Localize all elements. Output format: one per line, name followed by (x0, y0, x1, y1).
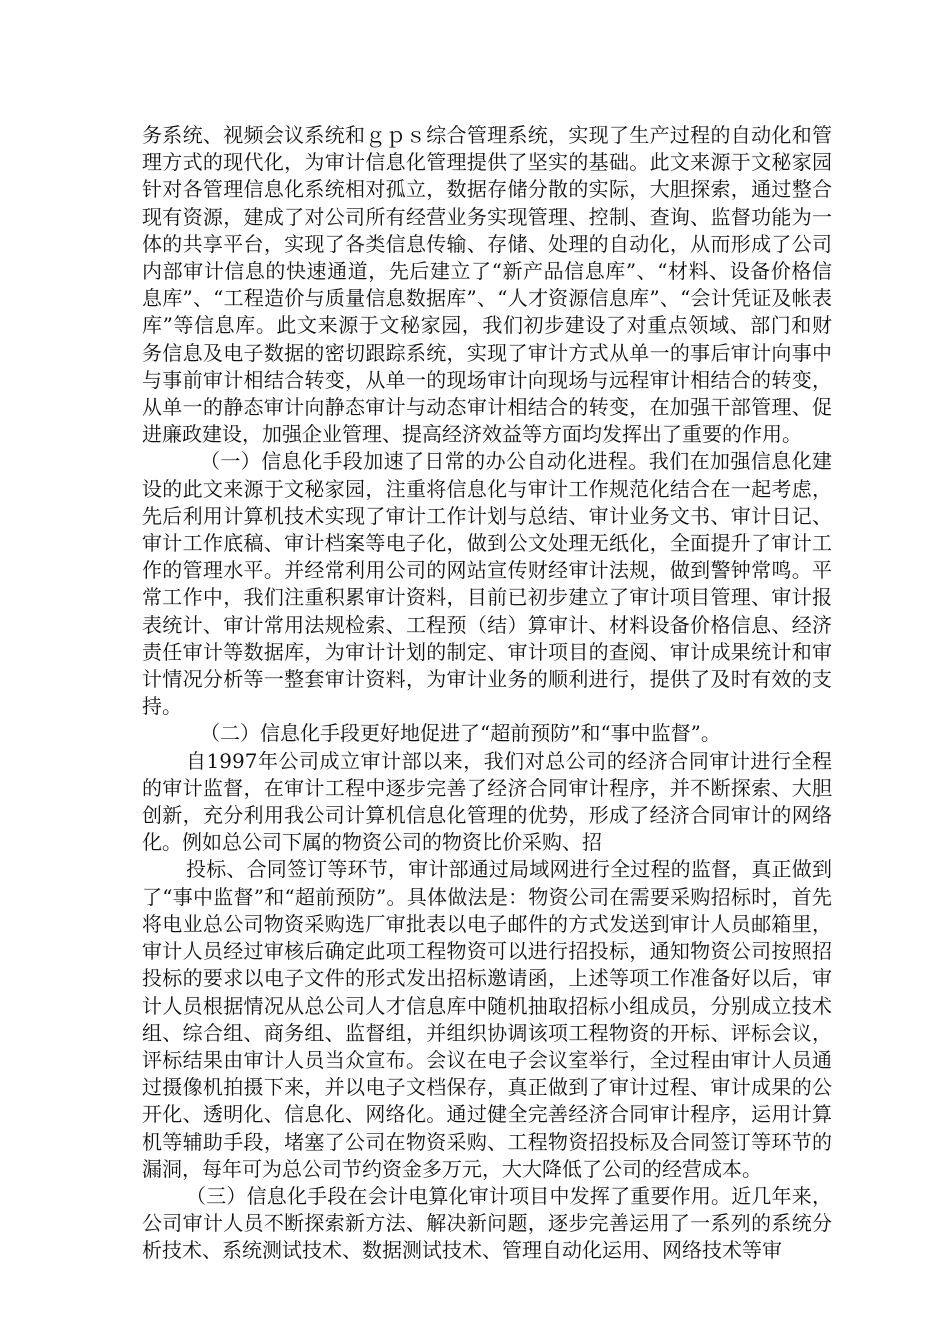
paragraph-bidding-process: 投标、合同签订等环节，审计部通过局域网进行全过程的监督，真正做到了“事中监督”和“超前预防”。具体做法是：物资公司在需要采购招标时，首先将电业总公司物资采购选厂审批表以电子邮件的方式发送到审计人员邮箱里，审计人员经过审核后确定此项工程物资可以进行招投标，通知物资公司按照招投标的要求以电子文件的形式发出招标邀请函，上述等项工作准备好以后，审计人员根据情况从总公司人才信息库中随机抽取招标小组成员，分别成立技术组、综合组、商务组、监督组，并组织协调该项工程物资的开标、评标会议，评标结果由审计人员当众宣布。会议在电子会议室举行，全过程由审计人员通过摄像机拍摄下来，并以电子文档保存，真正做到了审计过程、审计成果的公开化、透明化、信息化、网络化。通过健全完善经济合同审计程序，运用计算机等辅助手段，堵塞了公司在物资采购、工程物资招投标及合同签订等环节的漏洞，每年可为总公司节约资金多万元，大大降低了公司的经营成本。 (142, 857, 832, 1181)
paragraph-section-one: （一）信息化手段加速了日常的办公自动化进程。我们在加强信息化建设的此文来源于文秘家园，注重将信息化与审计工作规范化结合在一起考虑，先后利用计算机技术实现了审计工作计划与总结、审计业务文书、审计日记、审计工作底稿、审计档案等电子化，做到公文处理无纸化，全面提升了审计工作的管理水平。并经常利用公司的网站宣传财经审计法规，做到警钟常鸣。平常工作中，我们注重积累审计资料，目前已初步建立了审计项目管理、审计报表统计、审计常用法规检索、工程预（结）算审计、材料设备价格信息、经济责任审计等数据库，为审计计划的制定、审计项目的查阅、审计成果统计和审计情况分析等一整套审计资料，为审计业务的顺利进行，提供了及时有效的支持。 (142, 449, 832, 719)
document-body (142, 122, 832, 1265)
paragraph-section-three: （三）信息化手段在会计电算化审计项目中发挥了重要作用。近几年来，公司审计人员不断探索新方法、解决新问题，逐步完善运用了一系列的系统分析技术、系统测试技术、数据测试技术、管理自动化运用、网络技术等审 (142, 1183, 832, 1263)
paragraph-section-two-heading: （二）信息化手段更好地促进了“超前预防”和“事中监督”。 (200, 721, 721, 746)
paragraph-contract-audit: 自1997年公司成立审计部以来，我们对总公司的经济合同审计进行全程的审计监督，在审计工程中逐步完善了经济合同审计程序，并不断探索、大胆创新，充分利用我公司计算机信息化管理的优势，形成了经济合同审计的网络化。例如总公司下属的物资公司的物资比价采购、招 (142, 748, 832, 855)
paragraph-intro: 务系统、视频会议系统和ｇｐｓ综合管理系统，实现了生产过程的自动化和管理方式的现代化，为审计信息化管理提供了坚实的基础。此文来源于文秘家园针对各管理信息化系统相对孤立，数据存储分散的实际，大胆探索，通过整合现有资源，建成了对公司所有经营业务实现管理、控制、查询、监督功能为一体的共享平台，实现了各类信息传输、存储、处理的自动化，从而形成了公司内部审计信息的快速通道，先后建立了“新产品信息库”、“材料、设备价格信息库”、“工程造价与质量信息数据库”、“人才资源信息库”、“会计凭证及帐表库”等信息库。此文来源于文秘家园，我们初步建设了对重点领域、部门和财务信息及电子数据的密切跟踪系统，实现了审计方式从单一的事后审计向事中与事前审计相结合转变，从单一的现场审计向现场与远程审计相结合的转变，从单一的静态审计向静态审计与动态审计相结合的转变，在加强干部管理、促进廉政建设，加强企业管理、提高经济效益等方面均发挥出了重要的作用。 (142, 123, 832, 447)
